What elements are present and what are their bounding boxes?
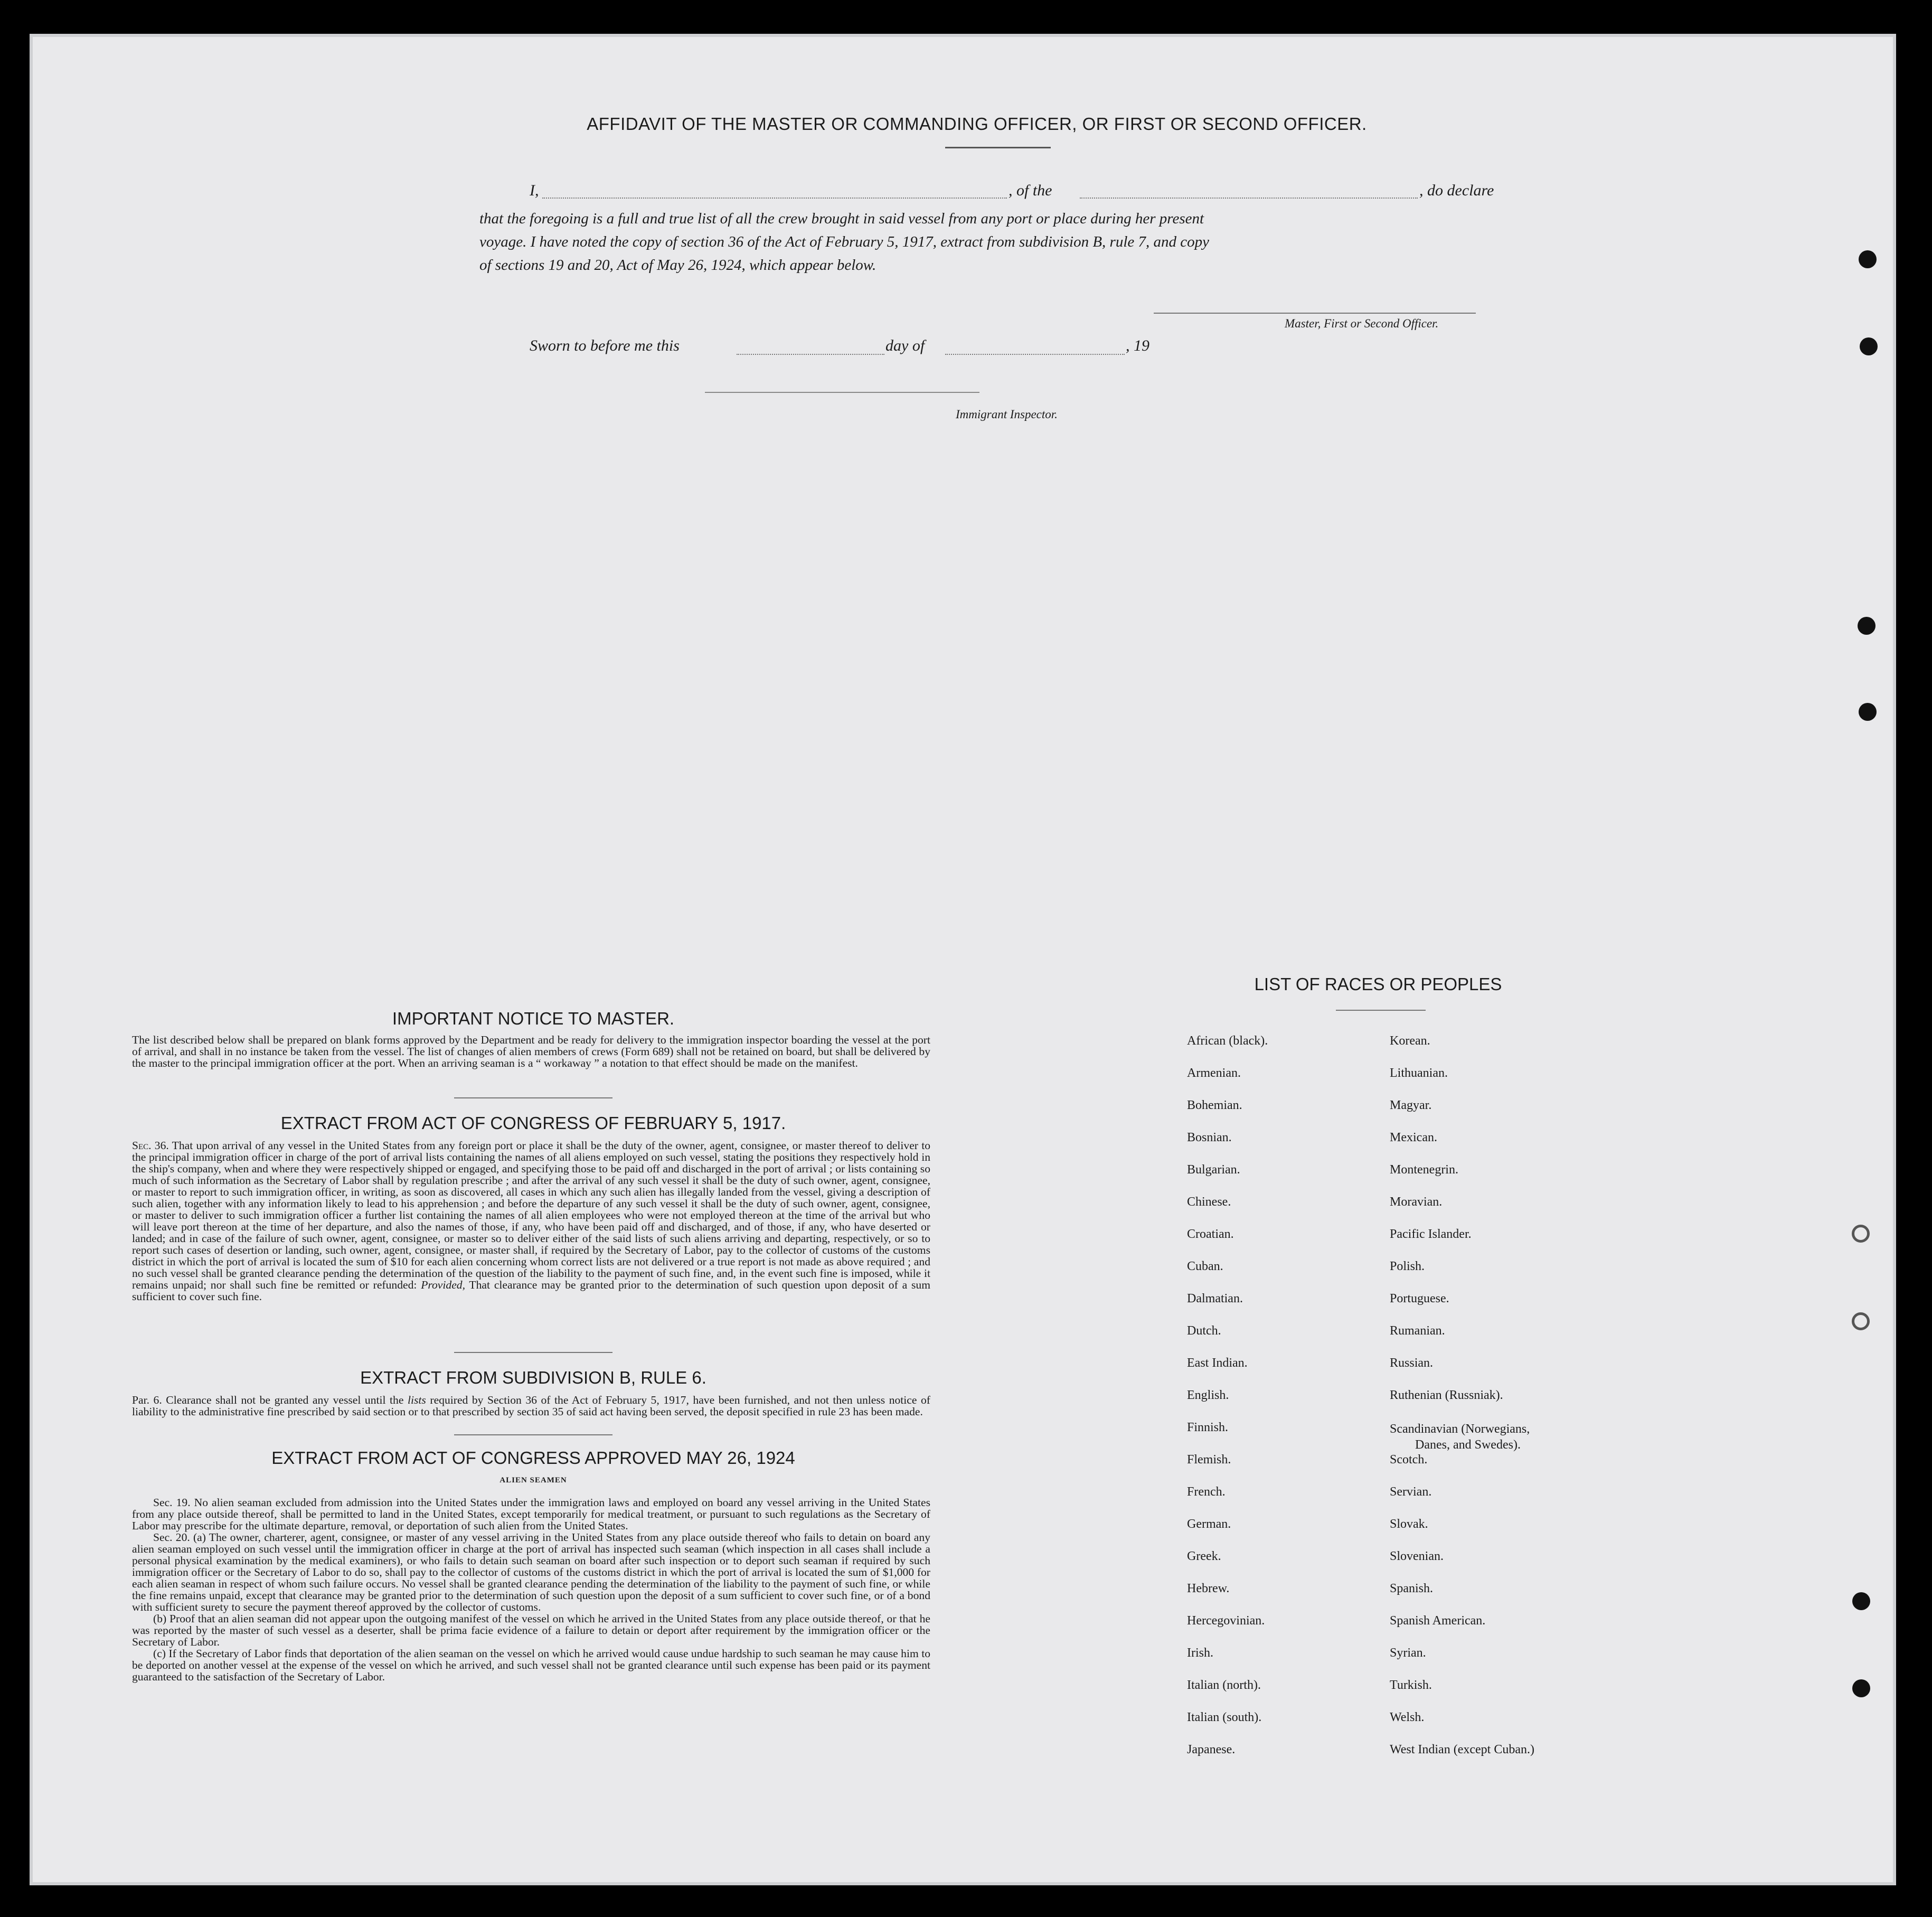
race-item: Japanese. — [1187, 1743, 1236, 1756]
punch-hole — [1852, 1225, 1870, 1243]
sec-20c: (c) If the Secretary of Labor finds that deportation of the alien seaman on the vessel on which he arrived would cause undue hardship to such seaman he may cause him to be deported on another vessel at the expense of the vessel on which he arrived, and such vessel shall not be granted clearance until such expense has been paid or its payment guaranteed to the satisfaction of the Secretary of Labor. — [132, 1647, 930, 1683]
sec-19: Sec. 19. No alien seaman excluded from admission into the United States under the immigration laws and employed on board any vessel arriving in the United States from any place outside thereof, shall be permitted to land in the United States, except temporarily for medical treatment, or pursuant to such regulations as the Secretary of Labor may prescribe for the ultimate departure, removal, or deportation of such alien from the United States. — [132, 1496, 930, 1532]
race-item: Lithuanian. — [1390, 1066, 1448, 1080]
punch-hole — [1859, 703, 1877, 721]
extract-1917-text: Sec. 36. That upon arrival of any vessel in the United States from any foreign port or place it shall be the duty of the owner, agent, consignee, or master thereof to deliver to the principal immigration officer in charge of the port of arrival lists containing the names of all aliens employed on such vessel, stating the positions they respectively hold in the ship's company, when and where they were respectively shipped or engaged, and specifying those to be paid off and discharged in the port of arrival ; or lists containing so much of such information as the Secretary of Labor shall by regulation prescribe ; and after the arrival of any such vessel it shall be the duty of such owner, agent, consignee, or master to report to such immigration officer, in writing, as soon as discovered, all cases in which any such alien has illegally landed from the vessel, giving a description of such alien, together with any information likely to lead to his apprehension ; and before the departure of any such vessel it shall be the duty of such owner, agent, consignee, or master to deliver to such immigration officer a further list containing the names of all alien employees who were not employed thereon at the time of the arrival but who will leave port thereon at the time of her departure, and also the names of those, if any, who have been paid off and discharged, and of those, if any, who have deserted or landed; and in case of the failure of such owner, agent, consignee, or master so to deliver either of the said lists of such aliens arriving and departing, respectively, or so to report such cases of desertion or landing, such owner, agent, consignee, or master shall, if required by the Secretary of Labor, pay to the collector of customs of the customs district in which the port of arrival is located the sum of $10 for each alien concerning whom correct lists are not delivered or a true report is not made as above required ; and no such vessel shall be granted clearance pending the determination of the question of the liability to the payment of such fine, and, in the event such fine is imposed, while it remains unpaid; nor shall such fine be remitted or refunded: Provided, That clearance may be granted prior to the determination of such question upon deposit of a sum sufficient to cover such fine. — [132, 1139, 931, 1303]
notice-text: The list described below shall be prepared on blank forms approved by the Department and be ready for delivery to the immigration inspector boarding the vessel at the port of arrival, and shall in no instance be taken from the vessel. The list of changes of alien members of crews (Form 689) shall not be retained on board, but shall be delivered by the master to the principal immigration officer at the port. When an arriving seaman is a “ workaway ” a notation to that effect should be made on the manifest. — [132, 1033, 930, 1069]
race-item: Bosnian. — [1187, 1131, 1232, 1144]
race-item: Irish. — [1187, 1646, 1213, 1660]
race-item: Portuguese. — [1390, 1292, 1449, 1305]
race-item: Polish. — [1390, 1260, 1425, 1273]
race-item: Montenegrin. — [1390, 1163, 1458, 1177]
races-title: LIST OF RACES OR PEOPLES — [1254, 974, 1502, 994]
race-item: Dutch. — [1187, 1324, 1221, 1338]
divider — [1336, 1010, 1426, 1011]
extract-rule6-text: Par. 6. Clearance shall not be granted any vessel until the lists required by Section 36 of the Act of February 5, 1917, have been furnished, and not then unless notice of liability to the administrative fine prescribed by said section or to that prescribed by section 35 of said act having been served, the deposit specified in rule 23 has been made. — [132, 1394, 930, 1418]
race-item: Hercegovinian. — [1187, 1614, 1265, 1628]
vessel-blank[interactable] — [1080, 198, 1418, 199]
race-item: Magyar. — [1390, 1098, 1432, 1112]
day-blank[interactable] — [737, 354, 884, 355]
race-item: Turkish. — [1390, 1678, 1432, 1692]
races-column-1 — [1187, 1025, 1268, 1766]
punch-hole — [1852, 1312, 1870, 1330]
name-blank[interactable] — [542, 198, 1007, 199]
extract-1924-subtitle: ALIEN SEAMEN — [500, 1476, 567, 1484]
punch-hole — [1860, 337, 1878, 355]
race-item: Pacific Islander. — [1390, 1227, 1472, 1241]
affidavit-body: that the foregoing is a full and true list of all the crew brought in said vessel from any port or place during her present voyage. I have noted the copy of section 36 of the Act of February 5, 1917, extract from subdivision B, rule 7, and copy of sections 19 and 20, Act of May 26, 1924, which appear below. — [479, 210, 1210, 274]
punch-hole — [1859, 250, 1877, 268]
race-item: African (black). — [1187, 1034, 1268, 1048]
race-item: Syrian. — [1390, 1646, 1426, 1660]
punch-hole — [1858, 617, 1876, 635]
affidavit-title: AFFIDAVIT OF THE MASTER OR COMMANDING OFFICER, OR FIRST OR SECOND OFFICER. — [587, 114, 1367, 134]
officer-signature-line[interactable] — [1154, 313, 1476, 314]
race-item: Scotch. — [1390, 1453, 1428, 1467]
affidavit-i: I, — [530, 182, 539, 199]
sworn-label: Sworn to before me this — [530, 337, 680, 354]
inspector-signature-line[interactable] — [705, 392, 979, 393]
inspector-signature-label: Immigrant Inspector. — [956, 408, 1058, 421]
affidavit-declare: , do declare — [1419, 182, 1494, 199]
race-item: Russian. — [1390, 1356, 1434, 1370]
race-item: Flemish. — [1187, 1453, 1231, 1467]
extract-1924-text — [132, 1497, 930, 1683]
race-item: East Indian. — [1187, 1356, 1248, 1370]
race-item: Scandinavian (Norwegians, — [1390, 1422, 1530, 1436]
extract-1917-title: EXTRACT FROM ACT OF CONGRESS OF FEBRUARY 5, 1917. — [280, 1113, 786, 1133]
race-item: Moravian. — [1390, 1195, 1443, 1209]
divider — [454, 1352, 612, 1353]
race-item: Finnish. — [1187, 1421, 1229, 1434]
day-of-label: day of — [885, 337, 925, 354]
divider — [454, 1097, 612, 1098]
race-item: Korean. — [1390, 1034, 1430, 1048]
month-blank[interactable] — [945, 354, 1125, 355]
race-item: Slovak. — [1390, 1517, 1428, 1531]
race-item: French. — [1187, 1485, 1226, 1499]
race-item: Armenian. — [1187, 1066, 1241, 1080]
race-item: Bohemian. — [1187, 1098, 1242, 1112]
divider — [454, 1434, 612, 1435]
punch-hole — [1852, 1679, 1870, 1697]
race-item: Italian (north). — [1187, 1678, 1261, 1692]
sec-20a: Sec. 20. (a) The owner, charterer, agent, consignee, or master of any vessel arriving in the United States from any place outside thereof who fails to detain on board any alien seaman employed on such vessel until the immigration officer in charge at the port of arrival has inspected such seaman (which inspection in all cases shall include a personal physical examination by the medical examiners), or who fails to detain such seaman on board after such inspection or to deport such seaman if required by such immigration officer or the Secretary of Labor to do so, shall pay to the collector of customs of the customs district in which the port of arrival is located the sum of $1,000 for each alien seaman in respect of whom such failure occurs. No vessel shall be granted clearance pending the determination of the liability to the payment of such fine, or while the fine remains unpaid, except that clearance may be granted prior to the determination of such question upon the deposit of a sum sufficient to cover such fine, or of a bond with sufficient surety to secure the payment thereof approved by the collector of customs. — [132, 1531, 930, 1613]
race-item: Servian. — [1390, 1485, 1432, 1499]
year-label: , 19 — [1126, 337, 1149, 354]
punch-hole — [1852, 1592, 1870, 1610]
race-item: German. — [1187, 1517, 1231, 1531]
race-item: Italian (south). — [1187, 1711, 1262, 1724]
race-item: Danes, and Swedes). — [1415, 1438, 1521, 1452]
race-item: Rumanian. — [1390, 1324, 1445, 1338]
race-item: West Indian (except Cuban.) — [1390, 1743, 1534, 1756]
race-item: Spanish American. — [1390, 1614, 1486, 1628]
race-item: Welsh. — [1390, 1711, 1425, 1724]
officer-signature-label: Master, First or Second Officer. — [1285, 317, 1439, 330]
race-item: Greek. — [1187, 1549, 1221, 1563]
extract-1924-title: EXTRACT FROM ACT OF CONGRESS APPROVED MAY 26, 1924 — [271, 1448, 795, 1468]
race-item: Ruthenian (Russniak). — [1390, 1388, 1503, 1402]
affidavit-of-the: , of the — [1009, 182, 1052, 199]
race-item: Slovenian. — [1390, 1549, 1444, 1563]
race-item: English. — [1187, 1388, 1229, 1402]
races-column-2 — [1390, 1025, 1534, 1766]
divider — [945, 147, 1051, 148]
race-item: Dalmatian. — [1187, 1292, 1243, 1305]
race-item: Cuban. — [1187, 1260, 1223, 1273]
race-item: Croatian. — [1187, 1227, 1234, 1241]
race-item: Hebrew. — [1187, 1582, 1230, 1595]
notice-title: IMPORTANT NOTICE TO MASTER. — [392, 1009, 675, 1028]
race-item: Chinese. — [1187, 1195, 1231, 1209]
race-item: Bulgarian. — [1187, 1163, 1240, 1177]
race-item: Spanish. — [1390, 1582, 1434, 1595]
extract-rule6-title: EXTRACT FROM SUBDIVISION B, RULE 6. — [360, 1368, 706, 1387]
sec-20b: (b) Proof that an alien seaman did not appear upon the outgoing manifest of the vessel on which he arrived in the United States from any place outside thereof, or that he was reported by the master of such vessel as a deserter, shall be prima facie evidence of a failure to detain or deport after requirement by the immigration officer or the Secretary of Labor. — [132, 1612, 930, 1648]
race-item: Mexican. — [1390, 1131, 1437, 1144]
